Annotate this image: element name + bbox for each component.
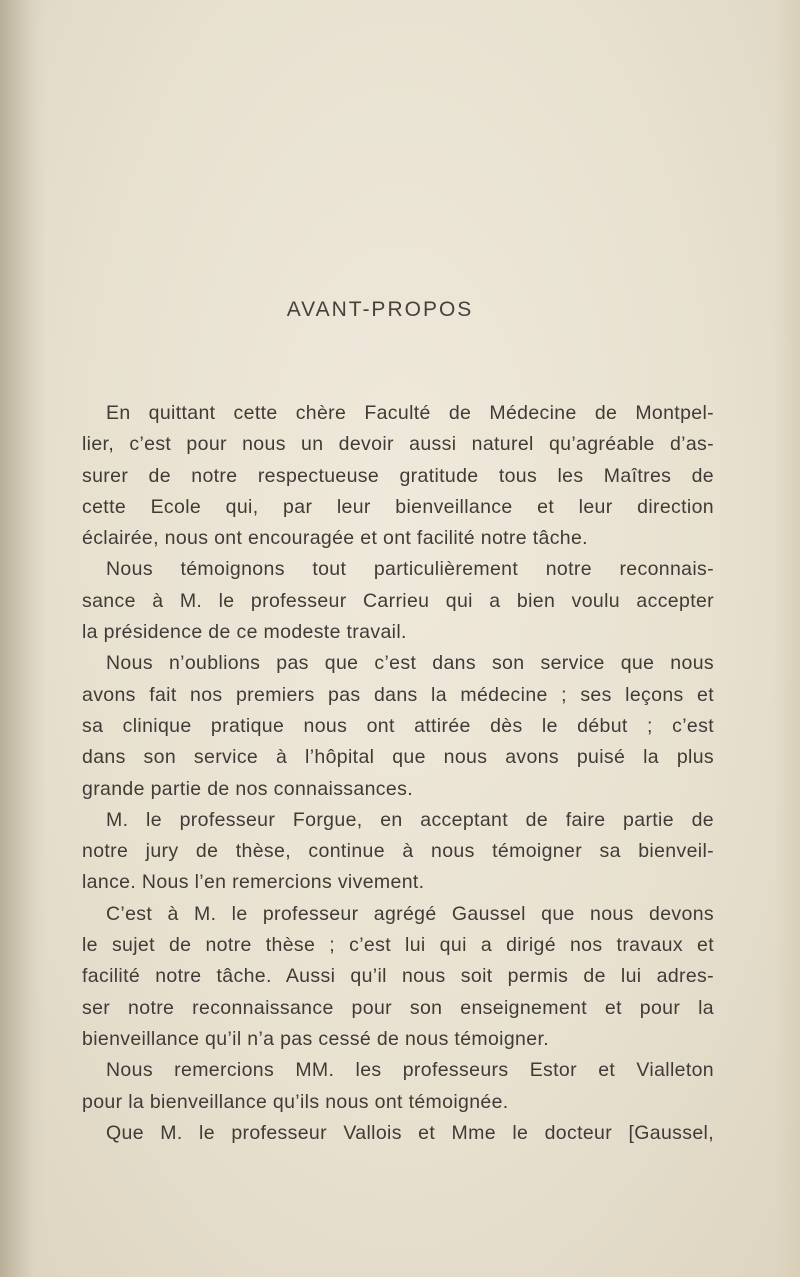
text-line: cette Ecole qui, par leur bienveillance et leur direction (82, 495, 714, 518)
text-line: ser notre reconnaissance pour son enseignement et pour la (82, 996, 714, 1019)
text-line: bienveillance qu’il n’a pas cessé de nous témoigner. (82, 1027, 549, 1050)
text-line: facilité notre tâche. Aussi qu’il nous soit permis de lui adres- (82, 965, 714, 988)
text-line: C’est à M. le professeur agrégé Gaussel que nous devons (106, 902, 714, 925)
text-line: pour la bienveillance qu’ils nous ont témoignée. (82, 1090, 509, 1113)
text-line: Nous remercions MM. les professeurs Estor et Vialleton (106, 1059, 714, 1082)
text-line: Nous n’oublions pas que c’est dans son service que nous (106, 652, 714, 675)
text-line: En quittant cette chère Faculté de Médecine de Montpel- (106, 402, 714, 424)
text-line: surer de notre respectueuse gratitude tous les Maîtres de (82, 464, 714, 487)
page-heading: AVANT-PROPOS (286, 298, 474, 321)
text-line: sa clinique pratique nous ont attirée dès le début ; c’est (82, 714, 714, 737)
text-line: le sujet de notre thèse ; c’est lui qui a dirigé nos travaux et (82, 934, 714, 957)
page-binding-shadow (0, 0, 46, 1277)
text-line: M. le professeur Forgue, en acceptant de faire partie de (106, 808, 714, 831)
text-line: grande partie de nos connaissances. (82, 777, 413, 800)
text-line: sance à M. le professeur Carrieu qui a bien voulu accepter (82, 589, 714, 612)
foreword-text (82, 398, 714, 1149)
text-line: avons fait nos premiers pas dans la médecine ; ses leçons et (82, 683, 714, 706)
text-line: Nous témoignons tout particulièrement notre reconnais- (106, 558, 714, 581)
text-line: dans son service à l’hôpital que nous avons puisé la plus (82, 746, 714, 769)
text-line: Que M. le professeur Vallois et Mme le docteur [Gaussel, (106, 1121, 714, 1144)
text-line: notre jury de thèse, continue à nous témoigner sa bienveil- (82, 840, 714, 863)
page-edge-shadow (774, 0, 800, 1277)
text-line: lance. Nous l’en remercions vivement. (82, 871, 425, 894)
text-line: éclairée, nous ont encouragée et ont facilité notre tâche. (82, 527, 588, 550)
text-line: la présidence de ce modeste travail. (82, 621, 407, 644)
text-line: lier, c’est pour nous un devoir aussi naturel qu’agréable d’as- (82, 433, 714, 456)
